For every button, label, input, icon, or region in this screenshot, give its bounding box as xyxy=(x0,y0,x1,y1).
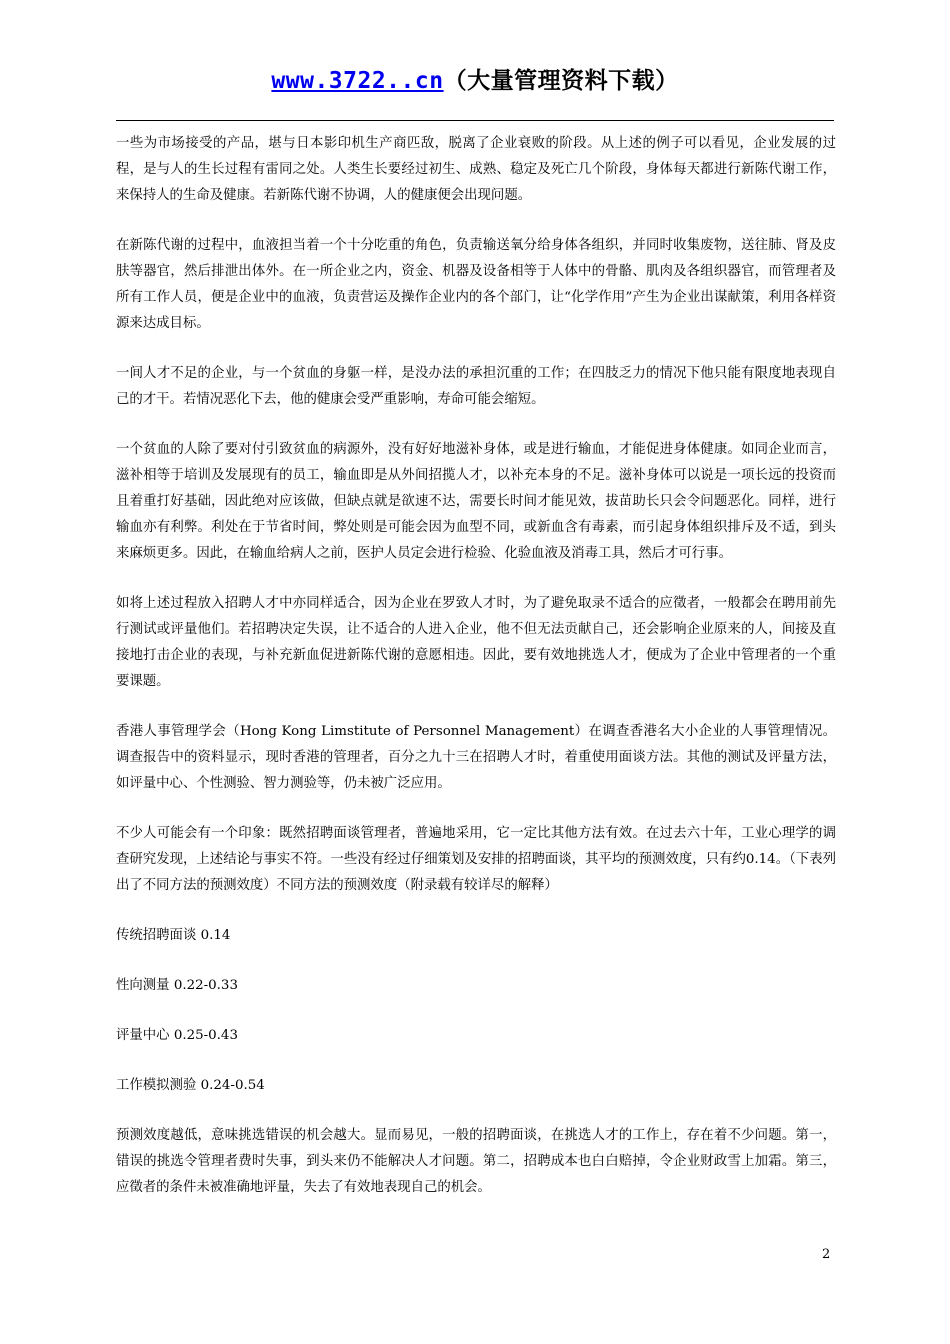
method-item: 评量中心 0.25-0.43 xyxy=(116,1028,238,1043)
method-item: 工作模拟测验 0.24-0.54 xyxy=(116,1078,265,1093)
method-item: 性向测量 0.22-0.33 xyxy=(116,978,238,993)
paragraph: 不少人可能会有一个印象：既然招聘面谈管理者，普遍地采用，它一定比其他方法有效。在过去六十年，工业心理学的调查研究发现，上述结论与事实不符。一些没有经过仔细策划及安排的招聘面谈，其平均的预测效度，只有约0.14。（下表列出了不同方法的预测效度）不同方法的预测效度（附录载有较详尽的解释） xyxy=(116,826,836,893)
paragraph: 在新陈代谢的过程中，血液担当着一个十分吃重的角色，负责输送氧分给身体各组织，并同时收集废物，送往肺、肾及皮肤等器官，然后排泄出体外。在一所企业之内，资金、机器及设备相等于人体中的骨骼、肌肉及各组织器官，而管理者及所有工作人员，便是企业中的血液，负责营运及操作企业内的各个部门，让“化学作用”产生为企业出谋献策，利用各样资源来达成目标。 xyxy=(116,238,836,331)
method-item: 传统招聘面谈 0.14 xyxy=(116,928,231,943)
page-header xyxy=(0,62,950,95)
site-link[interactable]: www.3722..cn xyxy=(271,68,444,94)
header-divider xyxy=(116,120,834,121)
page-number: 2 xyxy=(822,1247,831,1262)
document-body xyxy=(116,131,836,1225)
paragraph: 一间人才不足的企业，与一个贫血的身躯一样，是没办法的承担沉重的工作；在四肢乏力的情况下他只能有限度地表现自己的才干。若情况恶化下去，他的健康会受严重影响，寿命可能会缩短。 xyxy=(116,366,836,407)
paragraph: 香港人事管理学会（Hong Kong Limstitute of Personnel Management）在调查香港名大小企业的人事管理情况。调查报告中的资料显示，现时香港的管理者，百分之九十三在招聘人才时，着重使用面谈方法。其他的测试及评量方法，如评量中心、个性测验、智力测验等，仍未被广泛应用。 xyxy=(116,724,836,791)
paragraph: 一些为市场接受的产品，堪与日本影印机生产商匹敌，脱离了企业衰败的阶段。从上述的例子可以看见，企业发展的过程，是与人的生长过程有雷同之处。人类生长要经过初生、成熟、稳定及死亡几个阶段，身体每天都进行新陈代谢工作，来保持人的生命及健康。若新陈代谢不协调，人的健康便会出现问题。 xyxy=(116,136,836,203)
header-suffix: （大量管理资料下载） xyxy=(443,68,679,94)
paragraph: 如将上述过程放入招聘人才中亦同样适合，因为企业在罗致人才时，为了避免取录不适合的应徵者，一般都会在聘用前先行测试或评量他们。若招聘决定失误，让不适合的人进入企业，他不但无法贡献自己，还会影响企业原来的人，间接及直接地打击企业的表现，与补充新血促进新陈代谢的意愿相违。因此，要有效地挑选人才，便成为了企业中管理者的一个重要课题。 xyxy=(116,596,836,689)
paragraph: 一个贫血的人除了要对付引致贫血的病源外，没有好好地滋补身体，或是进行输血，才能促进身体健康。如同企业而言，滋补相等于培训及发展现有的员工，输血即是从外间招揽人才，以补充本身的不足。滋补身体可以说是一项长远的投资而且着重打好基础，因此绝对应该做，但缺点就是欲速不达，需要长时间才能见效，拔苗助长只会令问题恶化。同样，进行输血亦有利弊。利处在于节省时间，弊处则是可能会因为血型不同，或新血含有毒素，而引起身体组织排斥及不适，到头来麻烦更多。因此，在输血给病人之前，医护人员定会进行检验、化验血液及消毒工具，然后才可行事。 xyxy=(116,442,836,561)
closing-paragraph: 预测效度越低，意味挑选错误的机会越大。显而易见，一般的招聘面谈，在挑选人才的工作上，存在着不少问题。第一，错误的挑选令管理者费时失事，到头来仍不能解决人才问题。第二，招聘成本也白白赔掉，令企业财政雪上加霜。第三，应徵者的条件未被准确地评量，失去了有效地表现自己的机会。 xyxy=(116,1128,836,1195)
